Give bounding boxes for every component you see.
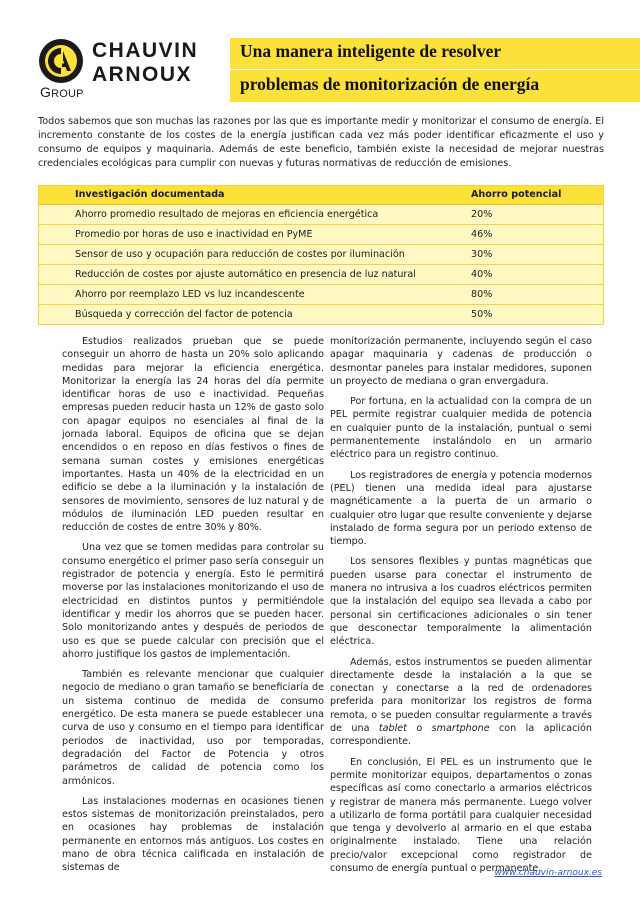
ca-logo-mark-icon [38,38,84,84]
table-row [39,286,603,305]
savings-table [38,185,604,325]
body-paragraph: monitorización permanente, incluyendo según el caso apagar maquinaria y cadenas de producción o desmontar paneles para instalar medidores, suponen un proyecto de mediana o gran envergadura. [330,336,592,387]
table-cell-savings: 46% [471,229,493,240]
table-row [39,246,603,265]
body-paragraph: En conclusión, El PEL es un instrumento que le permite monitorizar equipos, departamentos o zonas específicas así como conectarlo a armarios eléctricos y registrar de manera más permanente. Luego volver a utilizarlo de forma portátil para cualquier necesidad que tenga y devolverlo al armario en el que estaba originalmente instalado. Tiene una relación precio/valor excepcional como registrador de consumo de energía puntual o permanente. [330,756,592,874]
table-row [39,306,603,325]
emphasis-smartphone: smartphone [431,723,490,735]
header [38,38,640,102]
table-row [39,206,603,225]
website-link[interactable]: www.chauvin-arnoux.es [494,868,602,878]
table-cell-savings: 30% [471,249,493,260]
company-logo[interactable] [38,38,234,102]
table-header-row [39,186,603,205]
table-cell-savings: 20% [471,209,493,220]
logo-group-label: GROUP [40,84,84,100]
page-title-line-1: Una manera inteligente de resolver [240,41,502,61]
intro-paragraph: Todos sabemos que son muchas las razones por las que es importante medir y monitorizar el consumo de energía. El incremento constante de los costes de la energía justifican cada vez más poder identificar eficazmente el uso y consumo de equipos y maquinaria. Además de este beneficio, también existe la necesidad de mejorar nuestras credenciales ecológicas para cumplir con nuevas y futuras normativas de reducción de emisiones. [38,116,604,169]
body-paragraph: Una vez que se tomen medidas para controlar su consumo energético el primer paso sería conseguir un registrador de potencia y energía. Esto le permitirá moverse por las instalaciones monitorizando el uso de electricidad en distintos puntos y permitiéndole identificar y medir los ahorros que se pueden hacer. Solo monitorizando antes y después de periodos de uso es que se puede calcular con precisión que el ahorro justifique los gastos de implementación. [62,542,324,660]
body-paragraph: Los sensores flexibles y puntas magnéticas que pueden usarse para conectar el instrumento de manera no intrusiva a los cuadros eléctricos permiten que la instalación del equipo sea llevada a cabo por personal sin certificaciones adicionales o sin tener que desconectar temporalmente la alimentación eléctrica. [330,556,592,648]
body-paragraph [330,656,592,749]
table-header-savings: Ahorro potencial [471,189,562,200]
table-cell-research: Búsqueda y corrección del factor de potencia [75,309,293,320]
table-header-research: Investigación documentada [75,189,225,200]
table-cell-research: Promedio por horas de uso e inactividad en PyME [75,229,313,240]
body-paragraph: Las instalaciones modernas en ocasiones tienen estos sistemas de monitorización preinstalados, pero en ocasiones hay problemas de instalación permanente en entornos más antiguos. Los costes en mano de obra técnica calificada en instalación de sistemas de [62,795,324,874]
table-cell-research: Sensor de uso y ocupación para reducción de costes por iluminación [75,249,405,260]
title-divider [230,69,640,70]
paragraph-text: con la aplicación correspondiente. [330,723,592,748]
body-paragraph: Estudios realizados prueban que se puede conseguir un ahorro de hasta un 20% solo aplicando medidas para mejorar la eficiencia energética. Monitorizar la energía las 24 horas del día permite identificar horas de uso e inactividad. Pequeñas empresas pueden reducir hasta un 12% de gasto solo con apagar equipos no esenciales al final de la jornada laboral. Equipos de oficina que se dejan encendidos o en reposo en días festivos o fines de semana suman costes y emisiones energéticas importantes. Hasta un 40% de la electricidad en un edificio se debe a la iluminación y la instalación de sensores de movimiento, sensores de luz natural y de módulos de iluminación LED pueden resultar en reducción de costes de entre 30% y 80%. [62,336,324,534]
right-column [330,335,592,882]
table-cell-research: Reducción de costes por ajuste automático en presencia de luz natural [75,269,416,280]
body-paragraph: Los registradores de energía y potencia modernos (PEL) tienen una medida ideal para ajustarse magnéticamente a la puerta de un armario o cualquier otro lugar que resulte conveniente y dejarse instalado de forma segura por un periodo extenso de tiempo. [330,469,592,548]
page-title-line-2: problemas de monitorización de energía [240,74,540,94]
paragraph-text: Además, estos instrumentos se pueden alimentar directamente desde la instalación a la que se conectan y conectarse a la red de ordenadores preferida para monitorizar los registros de forma remota, o se pueden consultar regularmente a través de una [330,656,592,735]
logo-word-chauvin: CHAUVIN [92,39,199,62]
emphasis-tablet: tablet [378,723,407,735]
table-cell-research: Ahorro promedio resultado de mejoras en eficiencia energética [75,209,379,220]
left-column [62,335,324,882]
table-cell-savings: 40% [471,269,493,280]
table-cell-savings: 50% [471,309,493,320]
table-cell-research: Ahorro por reemplazo LED vs luz incandescente [75,289,305,300]
body-paragraph: También es relevante mencionar que cualquier negocio de mediano o gran tamaño se beneficiaría de un sistema continuo de medida de consumo energético. De esta manera se puede establecer una curva de uso y consumo en el tiempo para identificar periodos de inactividad, uso por temporadas, degradación del Factor de Potencia y otros parámetros de calidad de potencia como los armónicos. [62,669,324,787]
table-row [39,226,603,245]
body-paragraph: Por fortuna, en la actualidad con la compra de un PEL permite registrar cualquier medida de potencia en cualquier punto de la instalación, puntual o semi permanentemente instalándolo en un armario eléctrico para un registro continuo. [330,396,592,461]
logo-word-arnoux: ARNOUX [92,63,193,86]
table-row [39,266,603,285]
paragraph-text: o [406,723,432,735]
table-cell-savings: 80% [471,289,493,300]
title-band [230,38,640,102]
